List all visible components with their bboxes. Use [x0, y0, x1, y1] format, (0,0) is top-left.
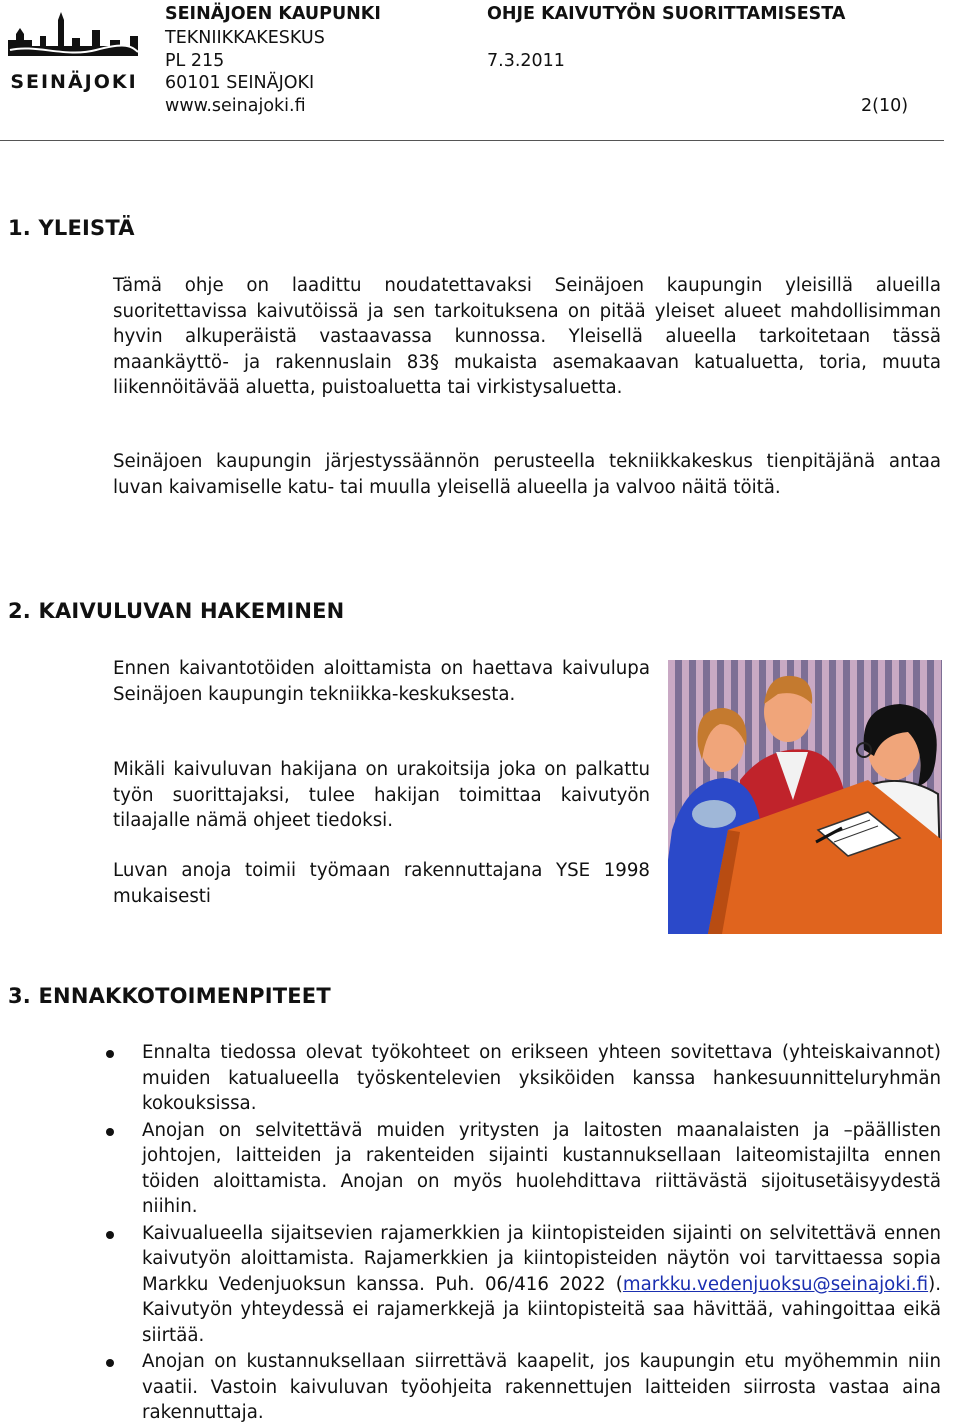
city-logo — [6, 6, 142, 96]
document-date: 7.3.2011 — [487, 51, 565, 71]
list-item-text: Ennalta tiedossa olevat työkohteet on erikseen yhteen sovitettava (yhteiskaivannot) muiden katualueella työskentelevien yksiköiden kanssa hankesuunnitteluryhmän kokouksissa. — [142, 1042, 941, 1114]
meeting-illustration — [668, 660, 942, 934]
bullet-icon — [106, 1050, 114, 1058]
section-1-heading: 1. YLEISTÄ — [8, 216, 135, 240]
website: www.seinajoki.fi — [165, 96, 306, 116]
list-item — [0, 1349, 941, 1426]
list-item-text: Anojan on selvitettävä muiden yritysten ja laitosten maanalaisten ja –päällisten johtojen, laitteiden ja rakenteiden sijainti kustannuksellaan laiteomistajilta ennen töiden aloittamista. Anojan on myös huolehdittava riittävästä sijoitusetäisyydestä niihin. — [142, 1119, 941, 1217]
bullet-icon — [106, 1128, 114, 1136]
list-item-text: Anojan on kustannuksellaan siirrettävä kaapelit, jos kaupungin etu myöhemmin niin vaatii. Vastoin kaivuluvan työohjeita rakennettujen laitteiden siirrosta vastaa aina rakennuttaja. — [142, 1351, 941, 1423]
precautions-list — [0, 1040, 941, 1427]
bullet-icon — [106, 1231, 114, 1239]
page-number: 2(10) — [861, 96, 909, 116]
po-box: PL 215 — [165, 51, 225, 71]
list-item — [0, 1221, 941, 1349]
org-name: SEINÄJOEN KAUPUNKI — [165, 4, 381, 24]
section-2-paragraph-3: Luvan anoja toimii työmaan rakennuttajana YSE 1998 mukaisesti — [113, 860, 650, 907]
header-divider — [0, 140, 944, 141]
bullet-icon — [106, 1359, 114, 1367]
logo-wordmark: SEINÄJOKI — [10, 71, 138, 93]
section-1-paragraph-2: Seinäjoen kaupungin järjestyssäännön perusteella tekniikkakeskus tienpitäjänä antaa luvan kaivamiselle katu- tai muulla yleisellä alueella ja valvoo näitä töitä. — [113, 451, 941, 498]
email-link[interactable]: markku.vedenjuoksu@seinajoki.fi — [622, 1273, 929, 1295]
section-2-paragraph-2: Mikäli kaivuluvan hakijana on urakoitsija joka on palkattu työn suorittajaksi, tulee hakijan toimittaa kaivutyön tilaajalle nämä ohjeet tiedoksi. — [113, 759, 650, 831]
section-3-heading: 3. ENNAKKOTOIMENPITEET — [8, 984, 331, 1008]
section-2-paragraph-1: Ennen kaivantotöiden aloittamista on haettava kaivulupa Seinäjoen kaupungin tekniikka-keskuksesta. — [113, 658, 650, 705]
document-title: OHJE KAIVUTYÖN SUORITTAMISESTA — [487, 4, 846, 24]
list-item — [0, 1040, 941, 1117]
list-item — [0, 1118, 941, 1220]
list-item-text: Kaivualueella sijaitsevien rajamerkkien ja kiintopisteiden sijainti on selvitettävä ennen kaivutyön aloittamista. Rajamerkkien ja kiintopisteiden näytön voi tarvittaessa sopia Markku Vedenjuoksun kanssa. Puh. 06/416 2022 ( — [142, 1222, 941, 1295]
section-1-paragraph-1: Tämä ohje on laadittu noudatettavaksi Seinäjoen kaupungin yleisillä alueilla suoritettavissa kaivutöissä ja sen tarkoituksena on pitää yleiset alueet mahdollisimman hyvin alkuperäistä vastaavassa kunnossa. Yleisellä alueella tarkoitetaan tässä maankäyttö- ja rakennuslain 83§ mukaista asemakaavan katualuetta, toria, muuta liikennöitävää aluetta, puistoaluetta tai virkistysaluetta. — [113, 275, 941, 398]
section-2-heading: 2. KAIVULUVAN HAKEMINEN — [8, 599, 345, 623]
postal-address: 60101 SEINÄJOKI — [165, 73, 315, 93]
department: TEKNIIKKAKESKUS — [165, 28, 325, 48]
list-item-text: ). Kaivutyön yhteydessä ei rajamerkkejä ja kiintopisteitä saa hävittää, vahingoittaa eikä siirtää. — [142, 1273, 941, 1346]
